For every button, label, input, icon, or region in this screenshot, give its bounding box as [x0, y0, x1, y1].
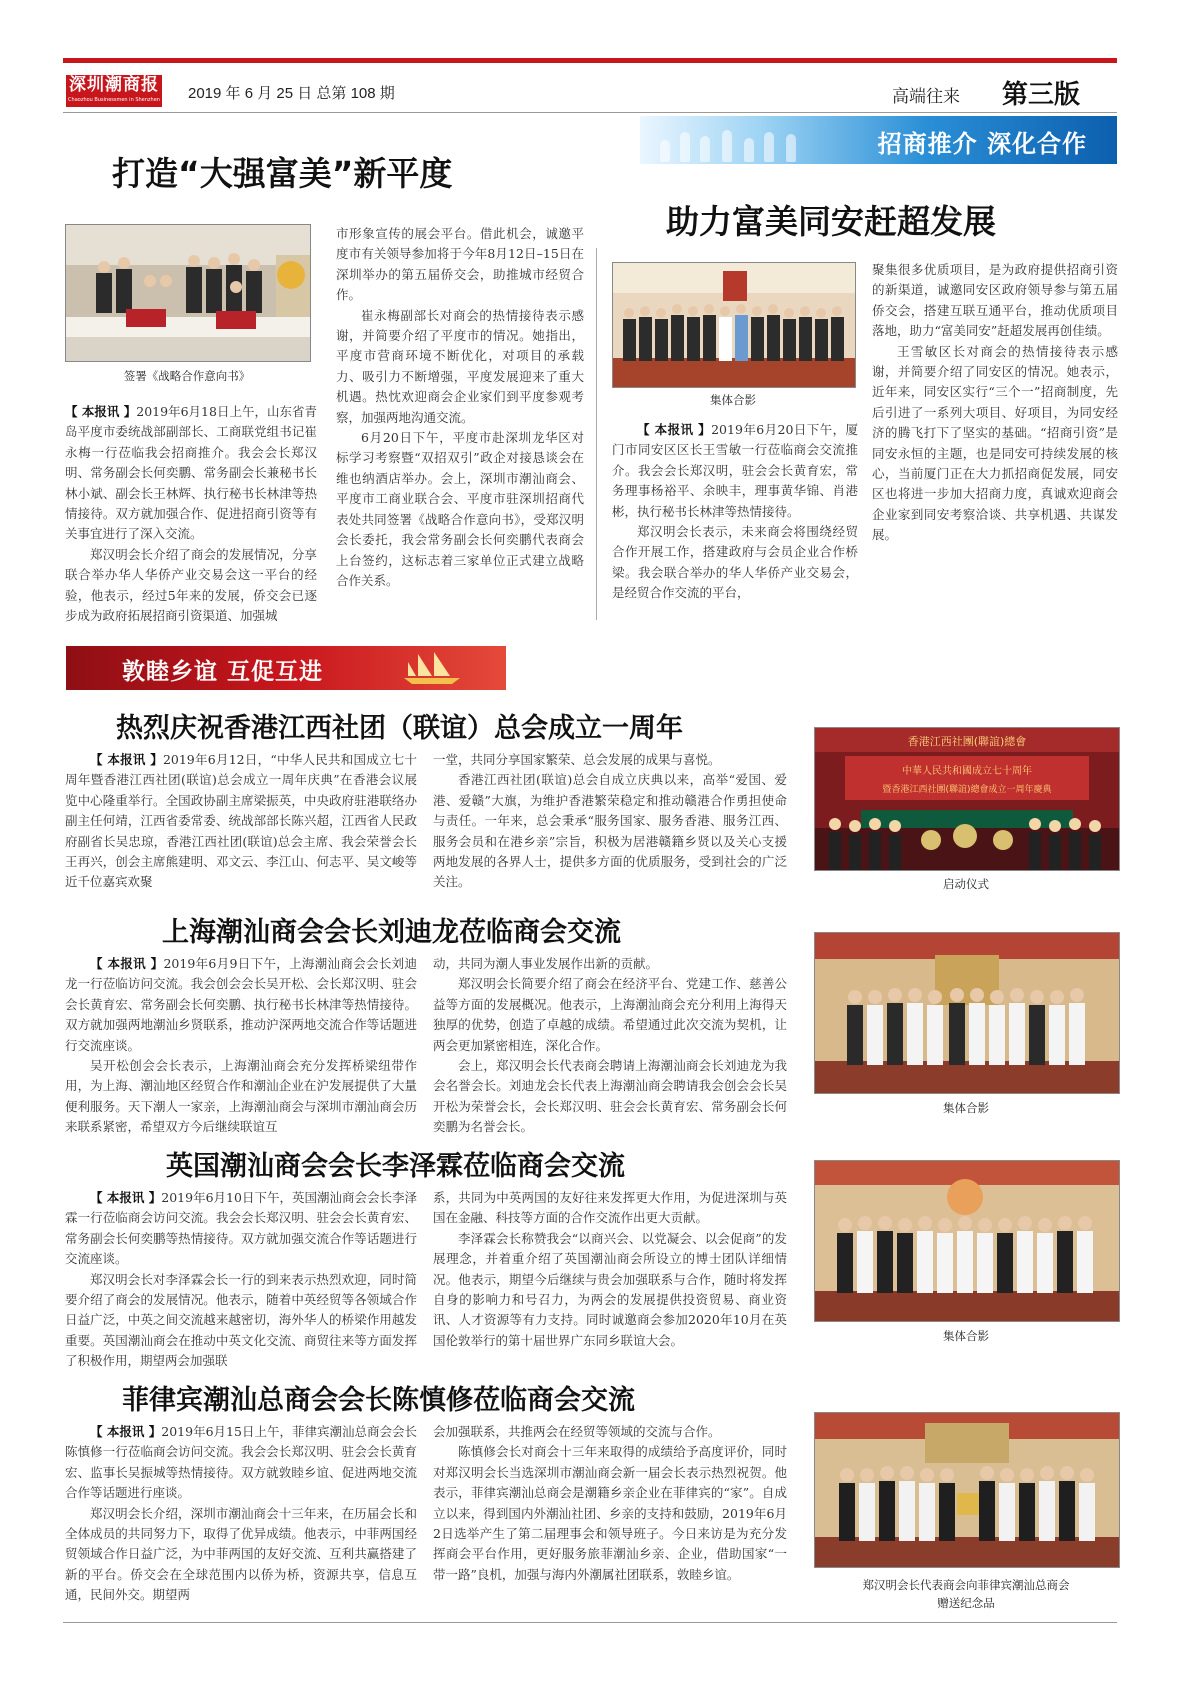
article4-p5: 会上，郑汉明会长代表商会聘请上海潮汕商会长刘迪龙为我会名誉会长。刘迪龙会长代表上海潮汕商会聘请我会创会会长吴开松为荣誉会长，会长郑汉明、驻会会长黄育宏、常务副会长何奕鹏为名誉会长。	[433, 1058, 787, 1135]
article3-photo-banner-3: 暨香港江西社團(聯誼)總會成立一周年慶典	[882, 785, 1052, 795]
article3-caption: 启动仪式	[943, 877, 989, 891]
article1-photo[interactable]	[65, 224, 311, 362]
article2-p2: 郑汉明会长表示，未来商会将围绕经贸合作开展工作，搭建政府与会员企业合作桥梁。我会联合举办的华人华侨产业交易会，是经贸合作交流的平台，	[612, 524, 858, 601]
article4-caption: 集体合影	[943, 1101, 989, 1115]
article1-caption: 签署《战略合作意向书》	[123, 369, 251, 383]
article6-caption	[814, 1576, 1118, 1612]
article1-p4: 崔永梅副部长对商会的热情接待表示感谢，并简要介绍了平度市的情况。她指出，平度市营商环境不断优化，对项目的承载力、吸引力不断增强，平度发展迎来了重大机遇。热忱欢迎商会企业家们到平度参观考察，加强两地沟通交流。	[336, 307, 584, 425]
header-rule	[63, 112, 1117, 113]
article5-col2	[433, 1188, 787, 1351]
article4-p4: 郑汉明会长简要介绍了商会在经济平台、党建工作、慈善公益等方面的发展概况。他表示，上海潮汕商会充分利用上海得天独厚的优势，创造了卓越的成绩。希望通过此次交流为契机，让两会更加紧密相连，深化合作。	[433, 976, 787, 1053]
article5-col1	[65, 1188, 417, 1372]
article2-photo[interactable]	[612, 262, 856, 388]
article4-photo[interactable]	[814, 932, 1120, 1094]
article5-p2: 郑汉明会长对李泽霖会长一行的到来表示热烈欢迎，同时简要介绍了商会的发展情况。他表示，随着中英经贸等各领域合作日益广泛，中英之间交流越来越密切，海外华人的桥梁作用越发重要。英国潮汕商会在推动中英文化交流、商贸往来等方面发挥了积极作用，期望两会加强联	[65, 1271, 417, 1369]
article1-p5: 6月20日下午，平度市赴深圳龙华区对标学习考察暨“双招双引”政企对接恳谈会在维也纳酒店举办。会上，深圳市潮汕商会、平度市工商业联合会、平度市驻深圳招商代表处共同签署《战略合作意向书》，受郑汉明会长委托，我会常务副会长何奕鹏代表商会上台签约，这标志着三家单位正式建立战略合作关系。	[336, 430, 584, 588]
article3-tag: 【 本报讯 】	[90, 752, 163, 767]
article2-p4: 王雪敏区长对商会的热情接待表示感谢，并简要介绍了同安区的情况。她表示，近年来，同安区实行“三个一”招商制度，先后引进了一系列大项目、好项目，为同安经济的腾飞打下了坚实的基础。“招商引资”是同安永恒的主题，也是同安可持续发展的核心，当前厦门正在大力抓招商促发展，同安区也将进一步加大招商力度，真诚欢迎商会企业家到同安考察洽谈、共享机遇、共谋发展。	[872, 343, 1118, 543]
article4-col2	[433, 954, 787, 1138]
logo-english: Chaozhou Businessmen in Shenzhen	[68, 97, 160, 103]
article1-tag: 【 本报讯 】	[65, 404, 137, 419]
article5-caption: 集体合影	[943, 1329, 989, 1343]
newspaper-logo[interactable]	[66, 75, 162, 107]
banner-friendship	[66, 646, 506, 690]
article3-col1	[65, 750, 417, 893]
article4-p3: 动，共同为潮人事业发展作出新的贡献。	[433, 956, 659, 971]
article1-p1: 2019年6月18日上午，山东省青岛平度市委统战部副部长、工商联党组书记崔永梅一行莅临我会招商推介。我会会长郑汉明、常务副会长何奕鹏、常务副会长兼秘书长林小斌、副会长王林辉、执行秘书长林津等热情接待。双方就加强合作、促进招商引资等有关事宜进行了深入交流。	[65, 404, 317, 542]
article2-col2	[872, 260, 1118, 546]
article6-caption-line1: 郑汉明会长代表商会向菲律宾潮汕总商会	[862, 1578, 1070, 1592]
article2-p1: 2019年6月20日下午，厦门市同安区区长王雪敏一行莅临商会交流推介。我会会长郑汉明，驻会会长黄育宏，常务理事杨裕平、余映丰，理事黄华锦、肖港彬，执行秘书长林津等热情接待。	[612, 422, 858, 519]
article4-title[interactable]: 上海潮汕商会会长刘迪龙莅临商会交流	[162, 917, 621, 948]
banner-investment	[640, 116, 1117, 164]
article1-col2	[336, 224, 584, 591]
article1-p2: 郑汉明会长介绍了商会的发展情况，分享联合举办华人华侨产业交易会这一平台的经验，他表示，经过5年来的发展，侨交会已逐步成为政府拓展招商引资渠道、加强城	[65, 546, 317, 624]
article4-col1	[65, 954, 417, 1138]
column-divider	[596, 248, 597, 620]
page-number: 第三版	[1002, 80, 1081, 110]
article6-p2: 郑汉明会长介绍，深圳市潮汕商会十三年来，在历届会长和全体成员的共同努力下，取得了优异成绩。他表示，中菲两国经贸领域合作日益广泛，为中菲两国的友好交流、互利共赢搭建了新的平台。侨交会在全球范围内以侨为桥，资源共享，信息互通，民间外交。期望两	[65, 1505, 417, 1603]
article6-p3: 会加强联系，共推两会在经贸等领域的交流与合作。	[433, 1424, 721, 1439]
issue-date: 2019 年 6 月 25 日 总第 108 期	[188, 85, 395, 102]
article1-col1	[65, 402, 317, 626]
article5-title[interactable]: 英国潮汕商会会长李泽霖莅临商会交流	[166, 1151, 625, 1182]
article3-p3: 香港江西社团(联谊)总会自成立庆典以来，高举“爱国、爱港、爱赣”大旗，为维护香港繁荣稳定和推动赣港合作勇担使命与责任。一年来，总会秉承“服务国家、服务香港、服务江西、服务会员和在港乡亲”宗旨，积极为居港赣籍乡贤以及关心支援两地发展的各界人士，提供多方面的优质服务，受到社会的广泛关注。	[433, 772, 787, 890]
article3-photo-banner-2: 中華人民共和國成立七十周年	[902, 766, 1032, 777]
article4-p1: 2019年6月9日下午，上海潮汕商会会长刘迪龙一行莅临访问交流。我会创会会长吴开松、会长郑汉明、驻会会长黄育宏、常务副会长何奕鹏、执行秘书长林津等热情接待。双方就加强两地潮汕乡贤联系，推动沪深两地交流合作等话题进行交流座谈。	[65, 956, 417, 1053]
article3-title[interactable]: 热烈庆祝香港江西社团（联谊）总会成立一周年	[116, 713, 683, 744]
article6-p4: 陈慎修会长对商会十三年来取得的成绩给予高度评价，同时对郑汉明会长当选深圳市潮汕商会新一届会长表示热烈祝贺。他表示，菲律宾潮汕总商会是潮籍乡亲企业在菲律宾的“家”。自成立以来，得到国内外潮汕社团、乡亲的支持和鼓励，2019年6月2日选举产生了第二届理事会和领导班子。今日来访是为充分发挥商会平台作用，更好服务旅菲潮汕乡亲、企业，借助国家“一带一路”良机，加强与海内外潮属社团联系，敦睦乡谊。	[433, 1444, 787, 1582]
article2-p3: 聚集很多优质项目，是为政府提供招商引资的新渠道，诚邀同安区政府领导参与第五届侨交会，搭建互联互通平台，推动优质项目落地，助力“富美同安”赶超发展再创佳绩。	[872, 262, 1118, 339]
banner-friendship-text: 敦睦乡谊 互促互进	[122, 659, 324, 685]
article3-photo[interactable]	[814, 727, 1120, 871]
article6-p1: 2019年6月15日上午，菲律宾潮汕总商会会长陈慎修一行莅临商会访问交流。我会会长郑汉明、驻会会长黄育宏、监事长吴振城等热情接待。双方就敦睦乡谊、促进两地交流合作等话题进行座谈。	[65, 1424, 417, 1501]
article5-p1: 2019年6月10日下午，英国潮汕商会会长李泽霖一行莅临商会访问交流。我会会长郑汉明、驻会会长黄育宏、常务副会长何奕鹏等热情接待。双方就加强交流合作等话题进行交流座谈。	[65, 1190, 417, 1267]
article6-col2	[433, 1422, 787, 1585]
article3-p1: 2019年6月12日，“中华人民共和国成立七十周年暨香港江西社团(联谊)总会成立一周年庆典”在香港会议展览中心隆重举行。全国政协副主席梁振英，中央政府驻港联络办副主任何靖，江西省委常委、统战部部长陈兴超，江西省人民政府副省长吴忠琼，香港江西社团(联谊)总会主席、我会荣誉会长王再兴，创会主席熊建明、邓文云、李江山、何志平、吴文峻等近千位嘉宾欢聚	[65, 752, 417, 890]
article6-photo[interactable]	[814, 1412, 1120, 1568]
article3-col2	[433, 750, 787, 893]
article6-caption-line2: 赠送纪念品	[937, 1596, 995, 1610]
article4-tag: 【 本报讯 】	[90, 956, 164, 971]
article3-p2: 一堂，共同分享国家繁荣、总会发展的成果与喜悦。	[433, 752, 721, 767]
sailing-ship-icon	[398, 650, 466, 686]
article2-tag: 【 本报讯 】	[637, 422, 712, 437]
masthead-red-bar	[63, 58, 1117, 63]
article5-p4: 李泽霖会长称赞我会“以商兴会、以党凝会、以会促商”的发展理念，并着重介绍了英国潮汕商会所设立的博士团队详细情况。他表示，期望今后继续与贵会加强联系与合作，随时将发挥自身的影响力和号召力，为两会的发展提供投资贸易、商业资讯、人才资源等有力支持。同时诚邀商会参加2020年10月在英国伦敦举行的第十届世界广东同乡联谊大会。	[433, 1230, 787, 1348]
article6-tag: 【 本报讯 】	[90, 1424, 162, 1439]
article2-caption: 集体合影	[710, 393, 756, 407]
article1-title[interactable]: 打造“大强富美”新平度	[112, 154, 453, 193]
section-name: 高端往来	[892, 87, 960, 107]
footer-rule	[63, 1622, 1117, 1623]
article3-photo-banner-1: 香港江西社團(聯誼)總會	[907, 735, 1027, 748]
logo-chinese: 深圳潮商报	[69, 75, 159, 95]
article6-col1	[65, 1422, 417, 1606]
article1-p3: 市形象宣传的展会平台。借此机会，诚邀平度市有关领导参加将于今年8月12日–15日在深圳举办的第五届侨交会，助推城市经贸合作。	[336, 226, 584, 303]
article4-p2: 吴开松创会会长表示，上海潮汕商会充分发挥桥梁纽带作用，为上海、潮汕地区经贸合作和潮汕企业在沪发展提供了大量便利服务。天下潮人一家亲，上海潮汕商会与深圳市潮汕商会历来联系紧密，希望双方今后继续联谊互	[65, 1058, 417, 1135]
article5-p3: 系，共同为中英两国的友好往来发挥更大作用，为促进深圳与英国在金融、科技等方面的合作交流作出更大贡献。	[433, 1190, 787, 1226]
article5-tag: 【 本报讯 】	[90, 1190, 162, 1205]
article2-col1	[612, 420, 858, 604]
article6-title[interactable]: 菲律宾潮汕总商会会长陈慎修莅临商会交流	[122, 1385, 635, 1416]
banner-investment-text: 招商推介 深化合作	[877, 130, 1087, 158]
article2-title[interactable]: 助力富美同安赶超发展	[666, 202, 996, 241]
article5-photo[interactable]	[814, 1160, 1120, 1322]
